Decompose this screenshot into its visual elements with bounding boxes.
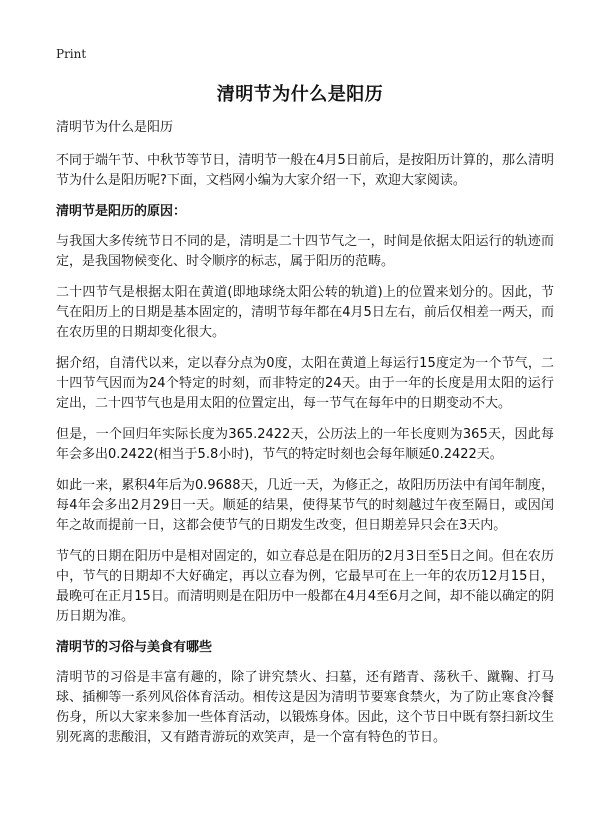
paragraph: 据介绍，自清代以来，定以春分点为0度，太阳在黄道上每运行15度定为一个节气，二十四节气因而为24个特定的时刻，而非特定的24天。由于一年的长度是用太阳的运行定出，二十四节气也是用太阳的位置定出，每一节气在每年中的日期变动不大。: [56, 356, 554, 411]
paragraph: 节气的日期在阳历中是相对固定的，如立春总是在阳历的2月3日至5日之间。但在农历中，节气的日期却不大好确定，再以立春为例，它最早可在上一年的农历12月15日，最晚可在正月15日。而清明则是在阳历中一般都在4月4至6月之间，却不能以确定的阴历日期为准。: [56, 549, 554, 624]
section-heading-customs: 清明节的习俗与美食有哪些: [56, 640, 213, 655]
article-body: [56, 118, 554, 759]
print-link[interactable]: Print: [56, 47, 87, 61]
paragraph: 与我国大多传统节日不同的是，清明是二十四节气之一，时间是依据太阳运行的轨迹而定，是我国物候变化、时令顺序的标志，属于阳历的范畴。: [56, 234, 554, 269]
section-heading-reasons: 清明节是阳历的原因：: [56, 204, 187, 219]
paragraph: 清明节的习俗是丰富有趣的，除了讲究禁火、扫墓，还有踏青、荡秋千、蹴鞠、打马球、插柳等一系列风俗体育活动。相传这是因为清明节要寒食禁火，为了防止寒食冷餐伤身，所以大家来参加一些体育活动，以锻炼身体。因此，这个节日中既有祭扫新坟生别死离的悲酸泪，又有踏青游玩的欢笑声，是一个富有特色的节日。: [56, 670, 554, 745]
article-subtitle: 清明节为什么是阳历: [56, 120, 174, 135]
paragraph: 二十四节气是根据太阳在黄道(即地球绕太阳公转的轨道)上的位置来划分的。因此，节气在阳历上的日期是基本固定的，清明节每年都在4月5日左右，前后仅相差一两天，而在农历里的日期却变化很大。: [56, 285, 554, 340]
paragraph: 如此一来，累积4年后为0.9688天，几近一天，为修正之，故阳历历法中有闰年制度，每4年会多出2月29日一天。顺延的结果，使得某节气的时刻越过午夜至隔日，或因闰年之故而提前一日，这都会使节气的日期发生改变，但日期差异只会在3天内。: [56, 478, 554, 533]
page-title: 清明节为什么是阳历: [216, 84, 384, 105]
paragraph: 但是，一个回归年实际长度为365.2422天，公历法上的一年长度则为365天，因此每年会多出0.2422(相当于5.8小时)，节气的特定时刻也会每年顺延0.2422天。: [56, 427, 554, 462]
intro-paragraph: 不同于端午节、中秋节等节日，清明节一般在4月5日前后，是按阳历计算的，那么清明节为什么是阳历呢?下面，文档网小编为大家介绍一下，欢迎大家阅读。: [56, 153, 554, 188]
